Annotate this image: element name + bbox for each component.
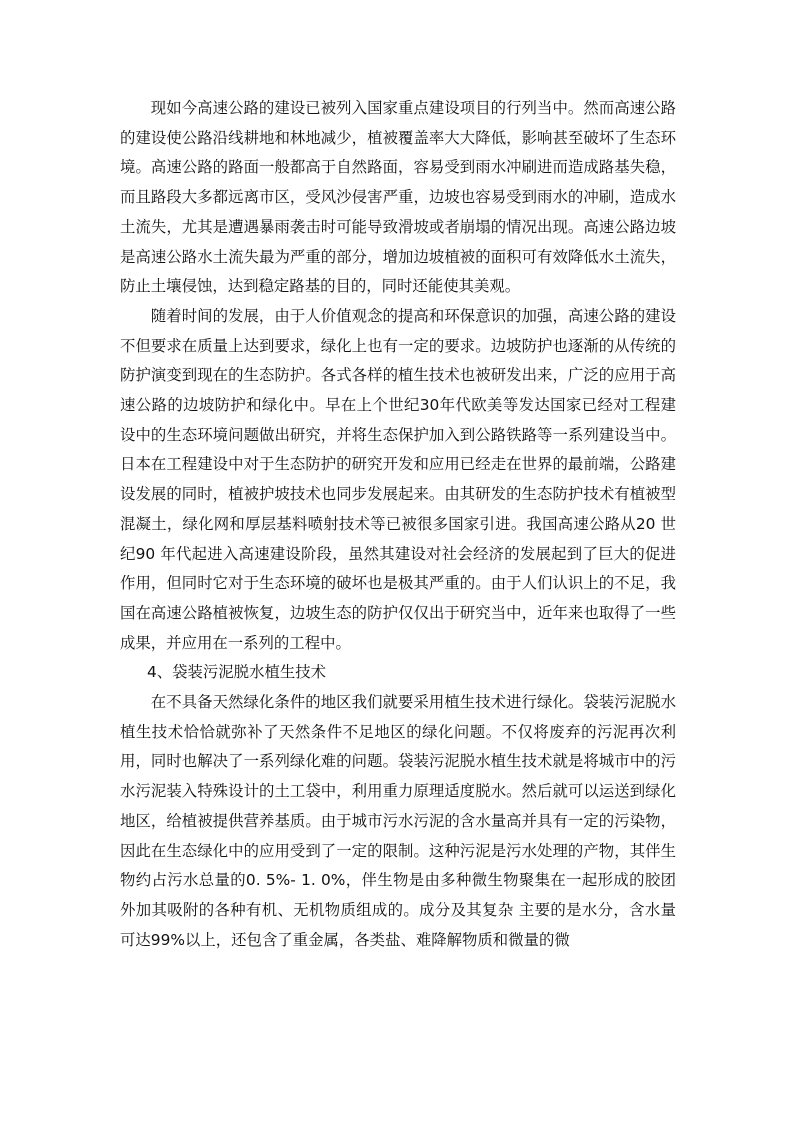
paragraph-highway-ecology: 现如今高速公路的建设已被列入国家重点建设项目的行列当中。然而高速公路的建设使公路沿线耕地和林地减少，植被覆盖率大大降低，影响甚至破坏了生态环境。高速公路的路面一般都高于自然路面，容易受到雨水冲刷进而造成路基失稳，而且路段大多都远离市区，受风沙侵害严重，边坡也容易受到雨水的冲刷，造成水土流失，尤其是遭遇暴雨袭击时可能导致滑坡或者崩塌的情况出现。高速公路边坡是高速公路水土流失最为严重的部分，增加边坡植被的面积可有效降低水土流失，防止土壤侵蚀，达到稳定路基的目的，同时还能使其美观。 [120,99,676,296]
paragraph-bagged-sludge-technique: 在不具备天然绿化条件的地区我们就要采用植生技术进行绿化。袋装污泥脱水植生技术恰恰就弥补了天然条件不足地区的绿化问题。不仅将废弃的污泥再次利用，同时也解决了一系列绿化难的问题。袋装污泥脱水植生技术就是将城市中的污水污泥装入特殊设计的土工袋中，利用重力原理适度脱水。然后就可以运送到绿化地区，给植被提供营养基质。由于城市污水污泥的含水量高并具有一定的污染物，因此在生态绿化中的应用受到了一定的限制。这种污泥是污水处理的产物，其伴生物约占污水总量的0. 5%- 1. 0%，伴生物是由多种微生物聚集在一起形成的胶团外加其吸附的各种有机、无机物质组成的。成分及其复杂 主要的是水分，含水量可达99%以上，还包含了重金属，各类盐、难降解物质和微量的微 [120,693,676,949]
document-page [120,94,676,955]
paragraph-slope-protection-history: 随着时间的发展，由于人价值观念的提高和环保意识的加强，高速公路的建设不但要求在质量上达到要求，绿化上也有一定的要求。边坡防护也逐渐的从传统的防护演变到现在的生态防护。各式各样的植生技术也被研发出来，广泛的应用于高速公路的边坡防护和绿化中。早在上个世纪30年代欧美等发达国家已经对工程建设中的生态环境问题做出研究，并将生态保护加入到公路铁路等一系列建设当中。日本在工程建设中对于生态防护的研究开发和应用已经走在世界的最前端，公路建设发展的同时，植被护坡技术也同步发展起来。由其研发的生态防护技术有植被型混凝土，绿化网和厚层基料喷射技术等已被很多国家引进。我国高速公路从20 世纪90 年代起进入高速建设阶段，虽然其建设对社会经济的发展起到了巨大的促进作用，但同时它对于生态环境的破坏也是极其严重的。由于人们认识上的不足，我国在高速公路植被恢复，边坡生态的防护仅仅出于研究当中，近年来也取得了一些成果，并应用在一系列的工程中。 [120,306,676,652]
section-heading: 4、袋装污泥脱水植生技术 [146,663,327,682]
